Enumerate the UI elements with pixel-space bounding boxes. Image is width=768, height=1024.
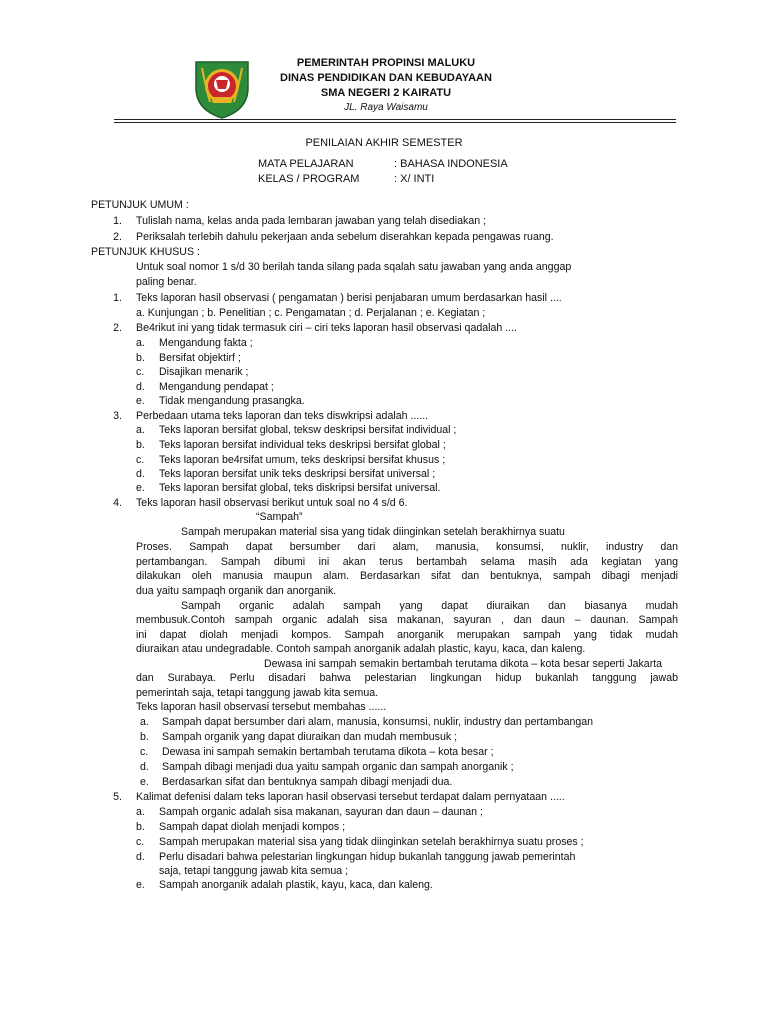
exam-meta	[258, 157, 508, 186]
general-item-2: Periksalah terlebih dahulu pekerjaan anda sebelum diserahkan kepada pengawas ruang.	[136, 231, 554, 243]
q1-options: a. Kunjungan ; b. Penelitian ; c. Pengamatan ; d. Perjalanan ; e. Kegiatan ;	[136, 307, 486, 319]
question-number: 2.	[113, 322, 122, 334]
question-number: 5.	[113, 791, 122, 803]
header-divider	[114, 119, 676, 120]
option-marker: e.	[136, 879, 145, 891]
option-marker: d.	[140, 761, 149, 773]
exam-title: PENILAIAN AKHIR SEMESTER	[305, 137, 463, 149]
general-heading: PETUNJUK UMUM :	[91, 199, 189, 211]
option-marker: c.	[140, 746, 149, 758]
option-marker: d.	[136, 381, 145, 393]
option-marker: b.	[136, 352, 145, 364]
passage-line: Sampah merupakan material sisa yang tidak diinginkan setelah berakhirnya suatu	[181, 526, 565, 538]
option-marker: a.	[136, 337, 145, 349]
q4-option-d: Sampah dibagi menjadi dua yaitu sampah organic dan sampah anorganik ;	[162, 761, 514, 773]
option-marker: a.	[140, 716, 149, 728]
maluku-emblem-icon	[190, 58, 254, 120]
header-line-3: SMA NEGERI 2 KAIRATU	[320, 86, 452, 99]
passage-line: pemerintah saja, tetapi tanggung jawab kita semua.	[136, 687, 379, 699]
header-line-1: PEMERINTAH PROPINSI MALUKU	[296, 57, 476, 69]
header-address: JL. Raya Waisamu	[344, 101, 428, 113]
q5-text: Kalimat defenisi dalam teks laporan hasil observasi tersebut terdapat dalam pernyataan .....	[136, 791, 565, 803]
q3-option-c: Teks laporan be4rsifat umum, teks deskripsi bersifat khusus ;	[159, 454, 446, 466]
header-line-2: DINAS PENDIDIKAN DAN KEBUDAYAAN	[280, 71, 492, 84]
letterhead	[256, 56, 516, 114]
q3-option-b: Teks laporan bersifat individual teks deskripsi bersifat global ;	[159, 439, 446, 451]
passage-line: Sampah organic adalah sampah yang dapat diuraikan dan biasanya mudah	[181, 600, 678, 612]
question-number: 4.	[113, 497, 122, 509]
passage-line: diuraikan atau undegradable. Contoh sampah anorganik adalah plastic, kayu, kaca, dan kaleng.	[136, 643, 586, 655]
q3-text: Perbedaan utama teks laporan dan teks diswkripsi adalah ......	[136, 410, 429, 422]
passage-line: pertambangan. Sampah dibumi ini akan terus bertambah selama masih ada kegiatan yang	[136, 556, 678, 568]
q2-option-c: Disajikan menarik ;	[159, 366, 249, 378]
option-marker: c.	[136, 454, 145, 466]
q4-option-e: Berdasarkan sifat dan bentuknya sampah dibagi menjadi dua.	[162, 776, 453, 788]
option-marker: b.	[136, 821, 145, 833]
special-heading: PETUNJUK KHUSUS :	[91, 246, 200, 258]
question-number: 1.	[113, 292, 122, 304]
special-intro-1: Untuk soal nomor 1 s/d 30 berilah tanda silang pada sqalah satu jawaban yang anda anggap	[136, 261, 572, 273]
q5-option-c: Sampah merupakan material sisa yang tidak diinginkan setelah berakhirnya suatu proses ;	[159, 836, 584, 848]
subject-label: MATA PELAJARAN	[258, 158, 354, 170]
q2-option-b: Bersifat objektirf ;	[159, 352, 241, 364]
passage-line: dan Surabaya. Perlu disadari bahwa pelestarian lingkungan hidup bukanlah tanggung jawab	[136, 672, 678, 684]
q5-option-d: Perlu disadari bahwa pelestarian lingkungan hidup bukanlah tanggung jawab pemerintah	[159, 851, 576, 863]
q1-text: Teks laporan hasil observasi ( pengamatan ) berisi penjabaran umum berdasarkan hasil ....	[136, 292, 562, 304]
q4-question: Teks laporan hasil observasi tersebut membahas ......	[136, 701, 387, 713]
option-marker: d.	[136, 468, 145, 480]
passage-title: “Sampah”	[256, 511, 303, 523]
option-marker: b.	[136, 439, 145, 451]
q5-option-a: Sampah organic adalah sisa makanan, sayuran dan daun – daunan ;	[159, 806, 483, 818]
option-marker: a.	[136, 806, 145, 818]
passage-line: Proses. Sampah dapat bersumber dari alam, manusia, konsumsi, nuklir, industry dan	[136, 541, 678, 553]
class-label: KELAS / PROGRAM	[258, 172, 360, 185]
q3-option-a: Teks laporan bersifat global, teksw deskripsi bersifat individual ;	[159, 424, 457, 436]
q4-option-c: Dewasa ini sampah semakin bertambah terutama dikota – kota besar ;	[162, 746, 494, 758]
q4-text: Teks laporan hasil observasi berikut untuk soal no 4 s/d 6.	[136, 497, 408, 509]
marker: 1.	[113, 215, 122, 227]
option-marker: e.	[136, 395, 145, 407]
q3-option-d: Teks laporan bersifat unik teks deskripsi bersifat universal ;	[159, 468, 436, 480]
option-marker: a.	[136, 424, 145, 436]
question-number: 3.	[113, 410, 122, 422]
option-marker: e.	[140, 776, 149, 788]
header-divider-2	[114, 122, 676, 123]
special-intro-2: paling benar.	[136, 276, 197, 288]
q4-option-a: Sampah dapat bersumber dari alam, manusia, konsumsi, nuklir, industry dan pertambangan	[162, 716, 594, 728]
general-item-1: Tulislah nama, kelas anda pada lembaran jawaban yang telah disediakan ;	[136, 215, 487, 227]
passage-line: dua yaitu sampaqh organik dan anorganik.	[136, 585, 337, 597]
passage-line: membusuk.Contoh sampah organic adalah sisa makanan, sayuran , dan daun – daunan. Sampah	[136, 614, 678, 626]
passage-line: ini dapat diolah menjadi kompos. Sampah anorganik merupakan sampah yang tidak mudah	[136, 629, 678, 641]
q2-option-a: Mengandung fakta ;	[159, 337, 253, 349]
q2-option-d: Mengandung pendapat ;	[159, 381, 274, 393]
q3-option-e: Teks laporan bersifat global, teks diskripsi bersifat universal.	[159, 482, 441, 494]
q5-option-b: Sampah dapat diolah menjadi kompos ;	[159, 821, 346, 833]
marker: 2.	[113, 231, 122, 243]
q5-option-e: Sampah anorganik adalah plastik, kayu, kaca, dan kaleng.	[159, 879, 433, 891]
q2-text: Be4rikut ini yang tidak termasuk ciri – ciri teks laporan hasil observasi qadalah ....	[136, 322, 517, 334]
q5-option-d-continued: saja, tetapi tanggung jawab kita semua ;	[159, 865, 349, 877]
subject-value: : BAHASA INDONESIA	[394, 158, 508, 170]
option-marker: c.	[136, 836, 145, 848]
passage-line: Dewasa ini sampah semakin bertambah terutama dikota – kota besar seperti Jakarta	[264, 658, 663, 670]
passage-line: dilakukan oleh manusia maupun alam. Berdasarkan sifat dan bentuknya, sampah dibagi menjadi	[136, 570, 678, 582]
class-value: : X/ INTI	[394, 172, 435, 185]
option-marker: e.	[136, 482, 145, 494]
option-marker: d.	[136, 851, 145, 863]
option-marker: c.	[136, 366, 145, 378]
option-marker: b.	[140, 731, 149, 743]
q2-option-e: Tidak mengandung prasangka.	[159, 395, 305, 407]
q4-option-b: Sampah organik yang dapat diuraikan dan mudah membusuk ;	[162, 731, 458, 743]
